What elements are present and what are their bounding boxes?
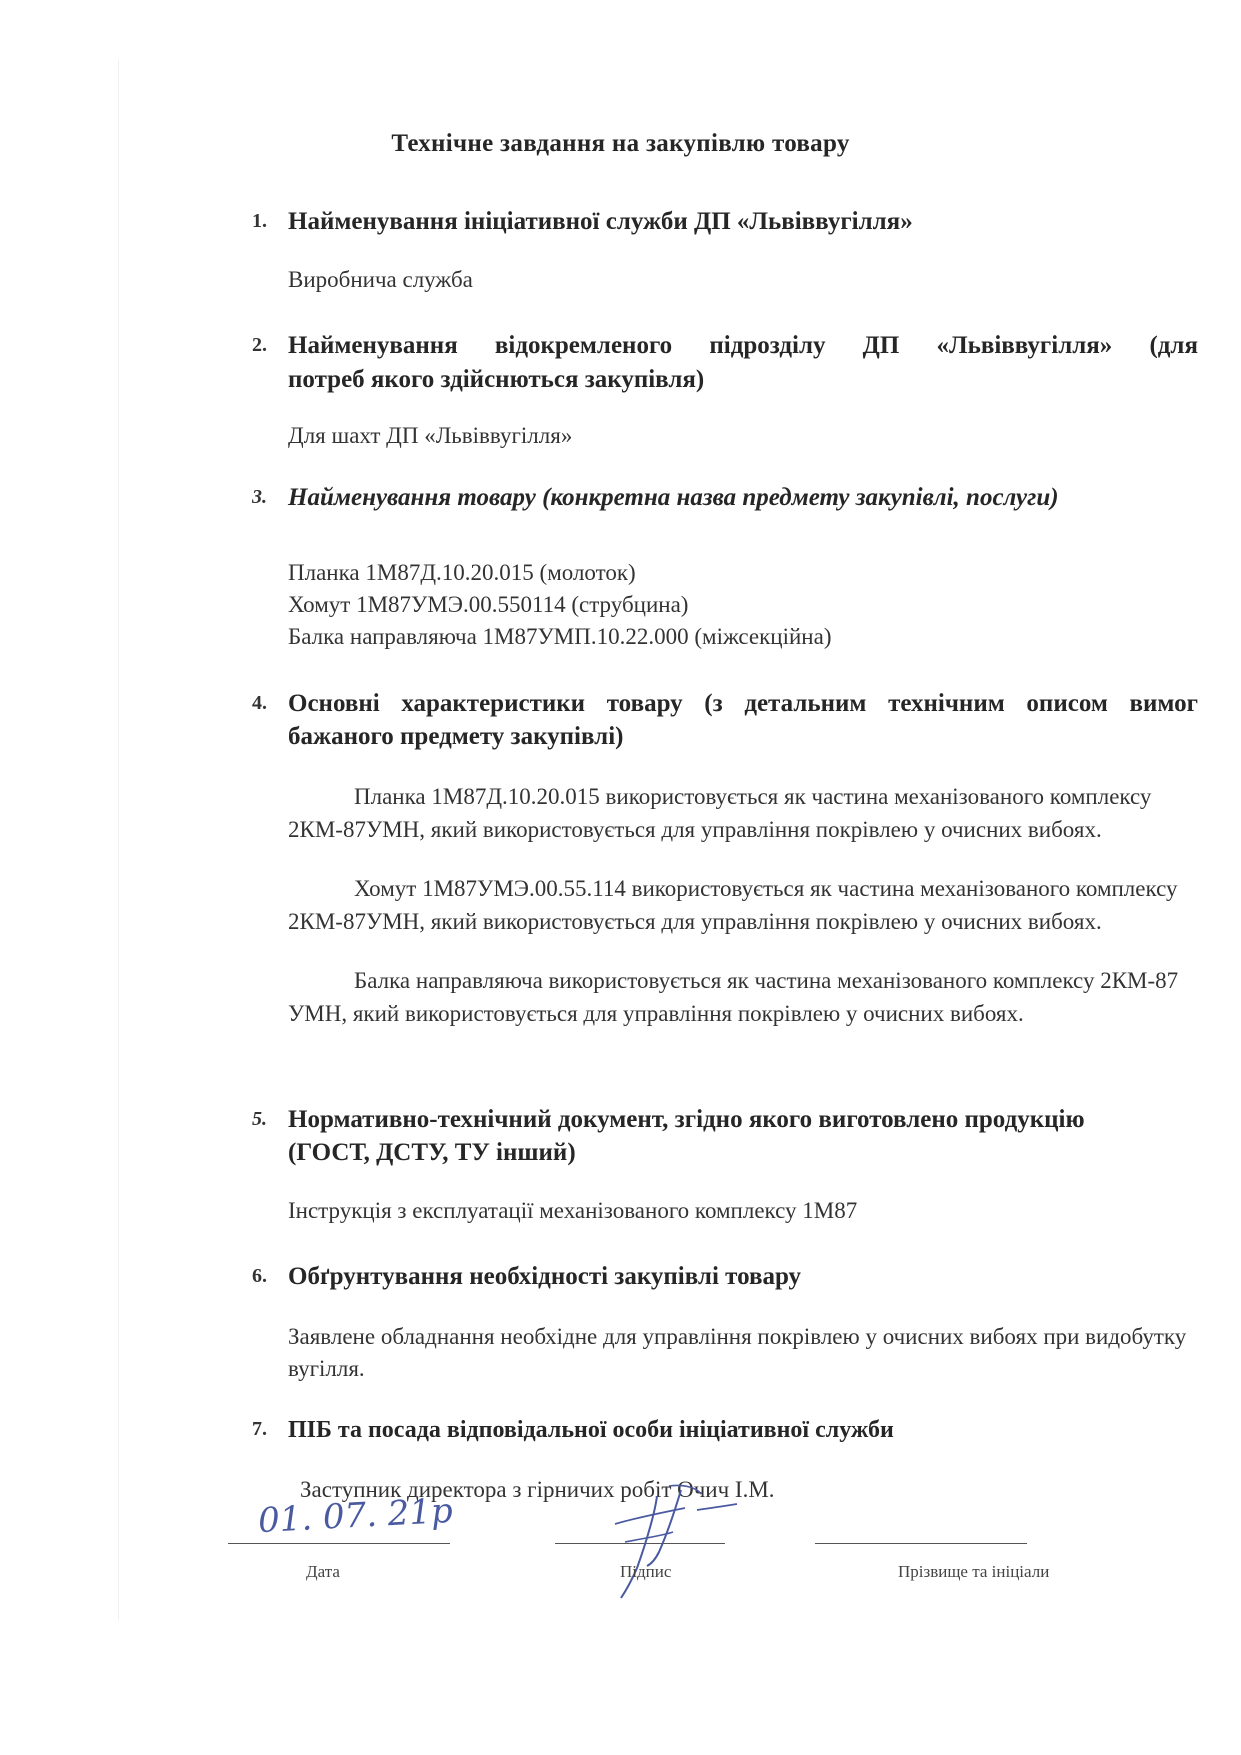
section-3-number: 3. [252,486,267,508]
section-5-body: Інструкція з експлуатації механізованого комплексу 1М87 [288,1198,858,1223]
section-6-body: Заявлене обладнання необхідне для управління покрівлею у очисних вибоях при видобутку вугілля. [288,1324,1187,1381]
document-title: Технічне завдання на закупівлю товару [391,130,850,157]
signature-label: Підпис [620,1562,672,1581]
section-5-heading-line1: Нормативно-технічний документ, згідно якого виготовлено продукцію [288,1106,1085,1133]
section-4-paragraph-3: Балка направляюча використовується як частина механізованого комплексу 2КМ-87 УМН, який використовується для управління покрівлею у очисних вибоях. [288,968,1179,1026]
section-6-number: 6. [252,1265,267,1287]
section-3-item-2: Хомут 1М87УМЭ.00.550114 (струбцина) [288,592,689,617]
name-label: Прізвище та ініціали [898,1562,1050,1581]
handwritten-date: 01. 07. 21р [257,1490,454,1542]
section-1-heading: Найменування ініціативної служби ДП «Львіввугілля» [288,208,913,235]
section-4-paragraph-2: Хомут 1М87УМЭ.00.55.114 використовується як частина механізованого комплексу 2КМ-87УМН, який використовується для управління покрівлею у очисних вибоях. [288,876,1178,934]
section-2-heading-line1: Найменування відокремленого підрозділу ДП «Львіввугілля» (для [288,332,1198,359]
name-line [815,1543,1027,1544]
section-7-body: Заступник директора з гірничих робіт Очич І.М. [300,1477,775,1502]
section-5-heading-line2: (ГОСТ, ДСТУ, ТУ інший) [288,1139,576,1166]
section-4-number: 4. [252,692,267,714]
section-7-number: 7. [252,1418,267,1440]
section-3-item-3: Балка направляюча 1М87УМП.10.22.000 (міжсекційна) [288,624,832,649]
section-3-item-1: Планка 1М87Д.10.20.015 (молоток) [288,560,636,585]
section-2-number: 2. [252,334,267,356]
section-2-body: Для шахт ДП «Львіввугілля» [288,423,573,448]
section-2-heading-line2: потреб якого здійснються закупівля) [288,366,705,393]
section-4-paragraph-1: Планка 1М87Д.10.20.015 використовується як частина механізованого комплексу 2КМ-87УМН, який використовується для управління покрівлею у очисних вибоях. [288,784,1152,842]
scan-edge [118,60,119,1620]
section-5-number: 5. [252,1108,267,1130]
handwritten-signature-icon [585,1482,765,1602]
section-6-heading: Обґрунтування необхідності закупівлі товару [288,1263,802,1290]
section-4-heading-line2: бажаного предмету закупівлі) [288,723,624,750]
section-1-number: 1. [252,210,267,232]
section-3-heading: Найменування товару (конкретна назва предмету закупівлі, послуги) [288,484,1059,511]
section-7-heading: ПІБ та посада відповідальної особи ініціативної служби [288,1417,894,1443]
section-1-body: Виробнича служба [288,267,473,292]
date-line [228,1543,450,1544]
date-label: Дата [306,1562,340,1581]
section-4-heading-line1: Основні характеристики товару (з детальним технічним описом вимог [288,690,1198,717]
